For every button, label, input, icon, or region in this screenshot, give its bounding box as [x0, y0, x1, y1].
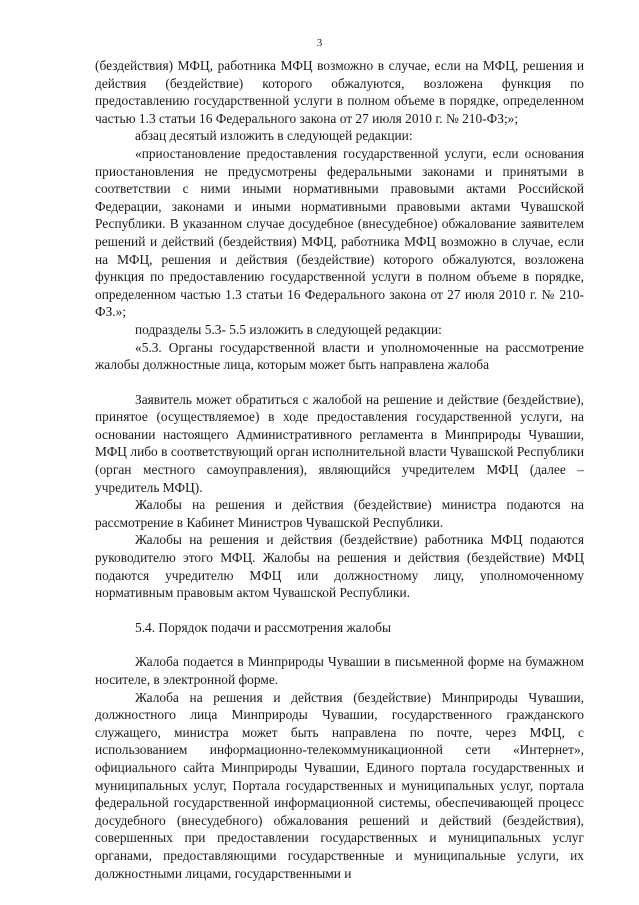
page-number: 3 — [316, 37, 323, 49]
paragraph-zhaloba-napravlena: Жалоба на решения и действия (бездействие) Минприроды Чувашии, должностного лица Минприроды Чувашии, государственного гражданского служащего, министра может быть направлена по почте, через МФЦ, с использованием информационно-телекоммуникационной сети «Интернет», официального сайта Минприроды Чувашии, Единого портала государственных и муниципальных услуг, Портала государственных и муниципальных услуг, портала федеральной государственной информационной системы, обеспечивающей процесс досудебного (внесудебного) обжалования решений и действий (бездействия), совершенных при предоставлении государственных и муниципальных услуг органами, предоставляющими государственные и муниципальные услуги, их должностными лицами, государственными и — [95, 689, 584, 881]
section-heading-5-4: 5.4. Порядок подачи и рассмотрения жалобы — [135, 619, 391, 635]
document-body — [95, 57, 584, 882]
spacer — [95, 602, 584, 619]
paragraph-continuation: (бездействия) МФЦ, работника МФЦ возможно в случае, если на МФЦ, решения и действия (бездействие) которого обжалуются, возложена функция по предоставлению государственной услуги в полном объеме в порядке, определенном частью 1.3 статьи 16 Федерального закона от 27 июля 2010 г. № 210-ФЗ;»; — [95, 58, 584, 126]
paragraph-podrazdely: подразделы 5.3- 5.5 изложить в следующей редакции: — [135, 321, 442, 337]
paragraph-abzac-desyatyj: абзац десятый изложить в следующей редакции: — [135, 128, 413, 144]
section-heading-5-3: «5.3. Органы государственной власти и уполномоченные на рассмотрение жалобы должностные лица, которым может быть направлена жалоба — [95, 339, 584, 373]
spacer — [95, 374, 584, 391]
paragraph-zhaloby-mfc: Жалобы на решения и действия (бездействие) работника МФЦ подаются руководителю этого МФЦ. Жалобы на решения и действия (бездействие) МФЦ подаются учредителю МФЦ или должностному лицу, уполномоченному нормативным правовым актом Чувашской Республики. — [95, 532, 584, 601]
paragraph-zhaloby-ministra: Жалобы на решения и действия (бездействие) министра подаются на рассмотрение в Кабинет Министров Чувашской Республики. — [95, 497, 584, 530]
paragraph-priostanovlenie: «приостановление предоставления государственной услуги, если основания приостановления не предусмотрены федеральными законами и принятыми в соответствии с ними иными нормативными правовыми актами Российской Федерации, законами и иными нормативными правовыми актами Чувашской Республики. В указанном случае досудебное (внесудебное) обжалование заявителем решений и действий (бездействия) МФЦ, работника МФЦ возможно в случае, если на МФЦ, решения и действия (бездействие) которого обжалуются, возложена функция по предоставлению государственной услуги в полном объеме в порядке, определенном частью 1.3 статьи 16 Федерального закона от 27 июля 2010 г. № 210-ФЗ.»; — [95, 145, 584, 320]
spacer — [95, 636, 584, 653]
paragraph-zayavitel: Заявитель может обратиться с жалобой на решение и действие (бездействие), принятое (осуществляемое) в ходе предоставления государственной услуги, на основании настоящего Административного регламента в Минприроды Чувашии, МФЦ либо в соответствующий орган исполнительной власти Чувашской Республики (орган местного самоуправления), являющийся учредителем МФЦ (далее – учредитель МФЦ). — [95, 391, 584, 495]
paragraph-zhaloba-podaetsya: Жалоба подается в Минприроды Чувашии в письменной форме на бумажном носителе, в электронной форме. — [95, 654, 584, 687]
